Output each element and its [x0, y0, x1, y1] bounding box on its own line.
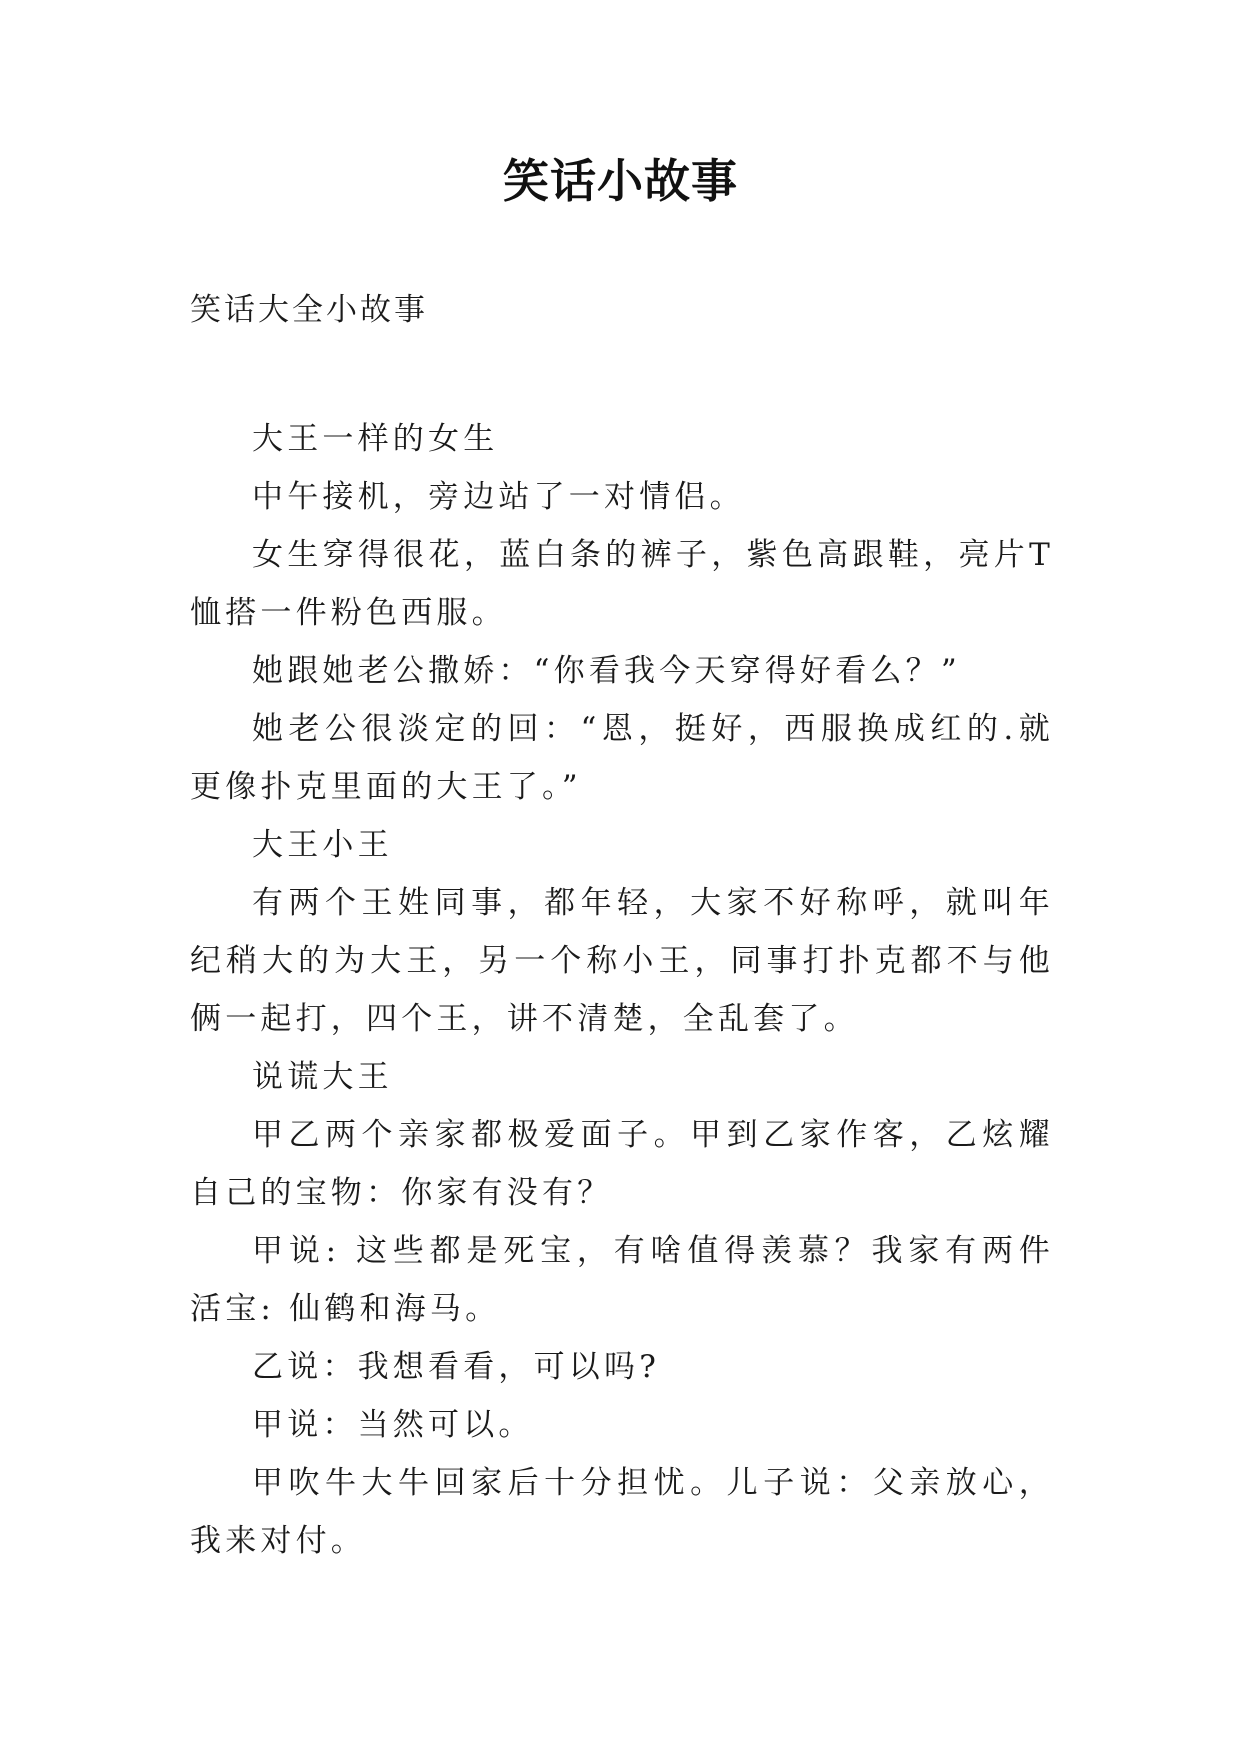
paragraph: 女生穿得很花，蓝白条的裤子，紫色高跟鞋，亮片T恤搭一件粉色西服。 — [190, 537, 1054, 631]
paragraph: 她老公很淡定的回：“恩，挺好，西服换成红的.就更像扑克里面的大王了。” — [190, 711, 1054, 805]
paragraph: 大王一样的女生 — [252, 421, 499, 457]
paragraph: 甲说：当然可以。 — [252, 1407, 534, 1443]
paragraph: 中午接机，旁边站了一对情侣。 — [252, 479, 745, 515]
paragraph: 甲乙两个亲家都极爱面子。甲到乙家作客，乙炫耀自己的宝物：你家有没有？ — [190, 1117, 1054, 1211]
paragraph: 甲吹牛大牛回家后十分担忧。儿子说：父亲放心，我来对付。 — [190, 1465, 1054, 1559]
paragraph: 有两个王姓同事，都年轻，大家不好称呼，就叫年纪稍大的为大王，另一个称小王，同事打扑克都不与他俩一起打，四个王，讲不清楚，全乱套了。 — [190, 885, 1054, 1037]
paragraph: 甲说: 这些都是死宝，有啥值得羡慕？我家有两件活宝: 仙鹤和海马。 — [190, 1233, 1054, 1327]
document-title: 笑话小故事 — [503, 154, 738, 208]
paragraph: 乙说：我想看看，可以吗? — [252, 1349, 661, 1385]
document-body — [190, 410, 1054, 1570]
paragraph: 说谎大王 — [252, 1059, 393, 1095]
paragraph: 她跟她老公撒娇：“你看我今天穿得好看么？” — [252, 653, 961, 689]
paragraph: 大王小王 — [252, 827, 393, 863]
document-subtitle: 笑话大全小故事 — [190, 292, 428, 328]
